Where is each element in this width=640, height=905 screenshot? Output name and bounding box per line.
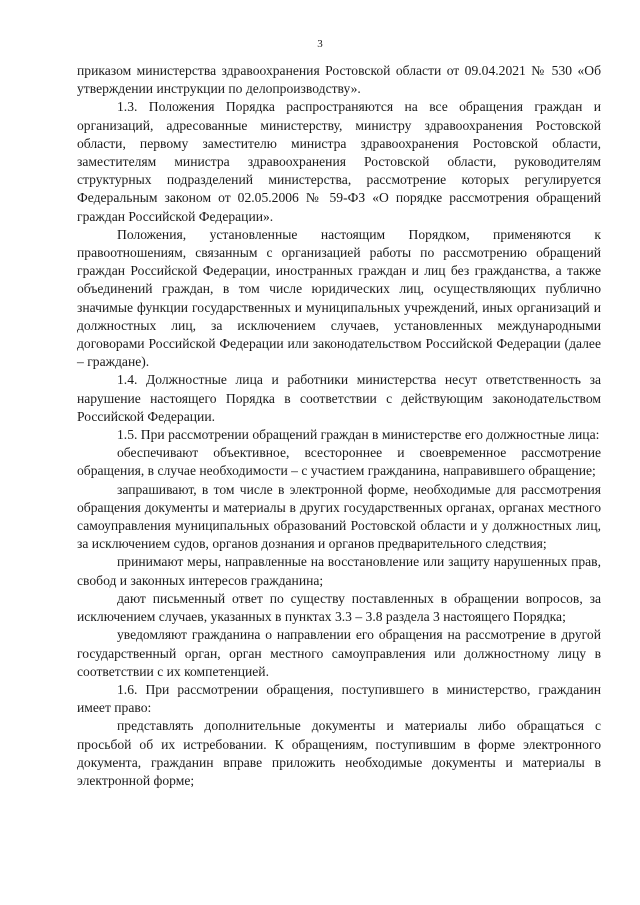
paragraph-order-reference: приказом министерства здравоохранения Ростовской области от 09.04.2021 № 530 «Об утверждении инструкции по делопроизводству». [77, 63, 601, 97]
paragraph-duty-ensure: обеспечивают объективное, всестороннее и своевременное рассмотрение обращения, в случае необходимости – с участием гражданина, направившего обращение; [77, 445, 601, 479]
paragraph-duty-answer: дают письменный ответ по существу поставленных в обращении вопросов, за исключением случаев, указанных в пунктах 3.3 – 3.8 раздела 3 настоящего Порядка; [77, 590, 601, 625]
document-body [77, 62, 601, 790]
paragraph-1-5: 1.5. При рассмотрении обращений граждан в министерстве его должностные лица: [117, 427, 600, 443]
paragraph-1-4: 1.4. Должностные лица и работники министерства несут ответственность за нарушение настоящего Порядка в соответствии с действующим законодательством Российской Федерации. [77, 372, 601, 424]
paragraph-1-3: 1.3. Положения Порядка распространяются на все обращения граждан и организаций, адресованные министерству, министру здравоохранения Ростовской области, первому заместителю министра здравоохранения Ростовской области, заместителям министра здравоохранения Ростовской области, руководителям структурных подразделений министерства, рассмотрение которых регулируется Федеральным законом от 02.05.2006 № 59-ФЗ «О порядке рассмотрения обращений граждан Российской Федерации». [77, 99, 601, 224]
paragraph-scope: Положения, установленные настоящим Порядком, применяются к правоотношениям, связанным с организацией работы по рассмотрению обращений граждан Российской Федерации, иностранных граждан и лиц без гражданства, а также объединений граждан, в том числе юридических лиц, осуществляющих публично значимые функции государственных и муниципальных учреждений, иных организаций и должностных лиц, за исключением случаев, установленных международными договорами Российской Федерации или законодательством Российской Федерации (далее – граждане). [77, 226, 601, 370]
paragraph-1-6: 1.6. При рассмотрении обращения, поступившего в министерство, гражданин имеет право: [77, 681, 601, 716]
page-number: 3 [317, 38, 323, 50]
paragraph-duty-notify: уведомляют гражданина о направлении его обращения на рассмотрение в другой государственный орган, орган местного самоуправления или должностному лицу в соответствии с их компетенцией. [77, 627, 601, 679]
paragraph-right-documents: представлять дополнительные документы и материалы либо обращаться с просьбой об их истребовании. К обращениям, поступившим в форме электронного документа, гражданин вправе приложить необходимые документы и материалы в электронной форме; [77, 718, 601, 788]
paragraph-duty-request: запрашивают, в том числе в электронной форме, необходимые для рассмотрения обращения документы и материалы в других государственных органах, органах местного самоуправления муниципальных образований Ростовской области и у должностных лиц, за исключением судов, органов дознания и органов предварительного следствия; [77, 481, 601, 552]
paragraph-duty-measures: принимают меры, направленные на восстановление или защиту нарушенных прав, свобод и законных интересов гражданина; [77, 554, 601, 588]
